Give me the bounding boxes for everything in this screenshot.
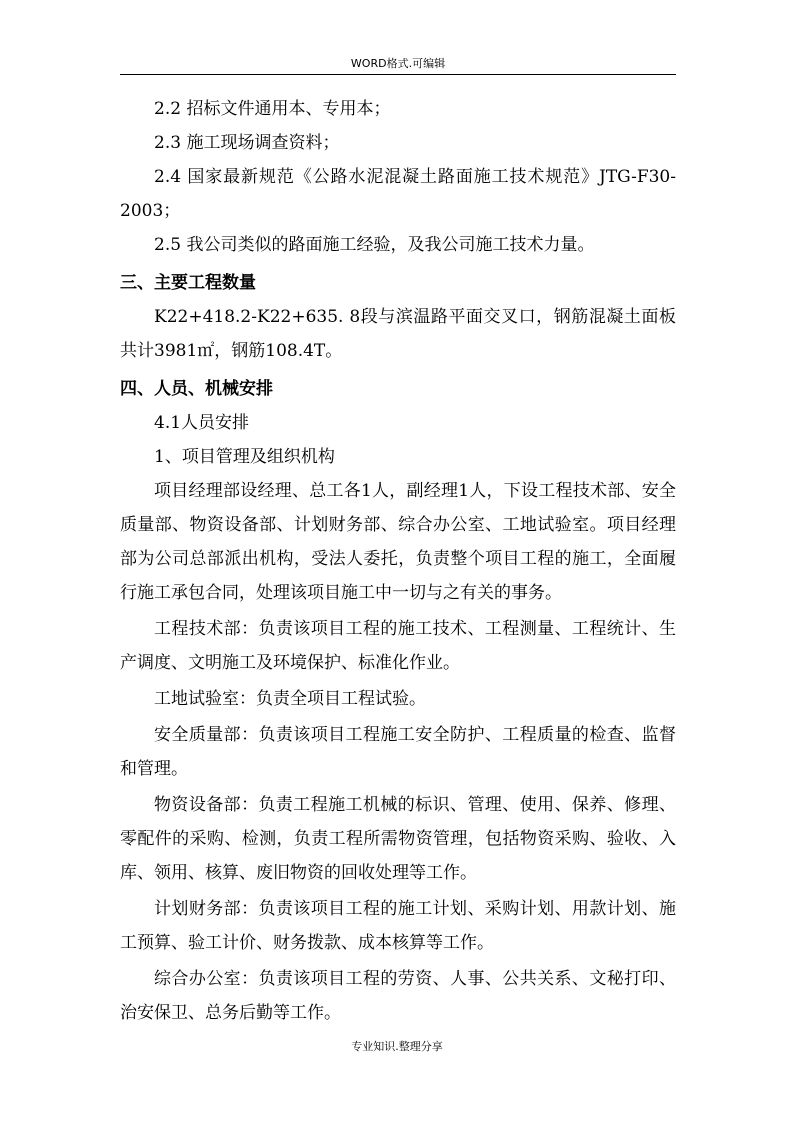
page-header: WORD格式.可编辑 bbox=[120, 56, 676, 75]
paragraph: 4.1人员安排 bbox=[154, 413, 250, 433]
paragraph: 2.3 施工现场调查资料； bbox=[154, 133, 340, 153]
paragraph: 物资设备部：负责工程施工机械的标识、管理、使用、保养、修理、零配件的采购、检测，负责工程所需物资管理，包括物资采购、验收、入库、领用、核算、废旧物资的回收处理等工作。 bbox=[120, 795, 676, 883]
section-heading: 四、人员、机械安排 bbox=[120, 379, 273, 399]
paragraph: 2.4 国家最新规范《公路水泥混凝土路面施工技术规范》JTG-F30-2003； bbox=[120, 167, 676, 221]
paragraph: 1、项目管理及组织机构 bbox=[154, 447, 335, 467]
page-footer: 专业知识.整理分享 bbox=[351, 1040, 443, 1053]
document-body bbox=[120, 92, 676, 1030]
paragraph: 工程技术部：负责该项目工程的施工技术、工程测量、工程统计、生产调度、文明施工及环境保护、标准化作业。 bbox=[120, 619, 676, 673]
paragraph: 2.5 我公司类似的路面施工经验，及我公司施工技术力量。 bbox=[154, 235, 595, 255]
paragraph: 工地试验室：负责全项目工程试验。 bbox=[154, 689, 426, 709]
paragraph: 安全质量部：负责该项目工程施工安全防护、工程质量的检查、监督和管理。 bbox=[120, 725, 676, 779]
paragraph: 计划财务部：负责该项目工程的施工计划、采购计划、用款计划、施工预算、验工计价、财务拨款、成本核算等工作。 bbox=[120, 899, 676, 953]
paragraph: 综合办公室：负责该项目工程的劳资、人事、公共关系、文秘打印、治安保卫、总务后勤等工作。 bbox=[120, 969, 676, 1023]
paragraph: 2.2 招标文件通用本、专用本； bbox=[154, 99, 391, 119]
section-heading: 三、主要工程数量 bbox=[120, 273, 256, 293]
paragraph: K22+418.2-K22+635. 8段与滨温路平面交叉口，钢筋混凝土面板共计3981㎡，钢筋108.4T。 bbox=[120, 307, 676, 361]
paragraph: 项目经理部设经理、总工各1人，副经理1人，下设工程技术部、安全质量部、物资设备部、计划财务部、综合办公室、工地试验室。项目经理部为公司总部派出机构，受法人委托，负责整个项目工程的施工，全面履行施工承包合同，处理该项目施工中一切与之有关的事务。 bbox=[120, 481, 676, 603]
